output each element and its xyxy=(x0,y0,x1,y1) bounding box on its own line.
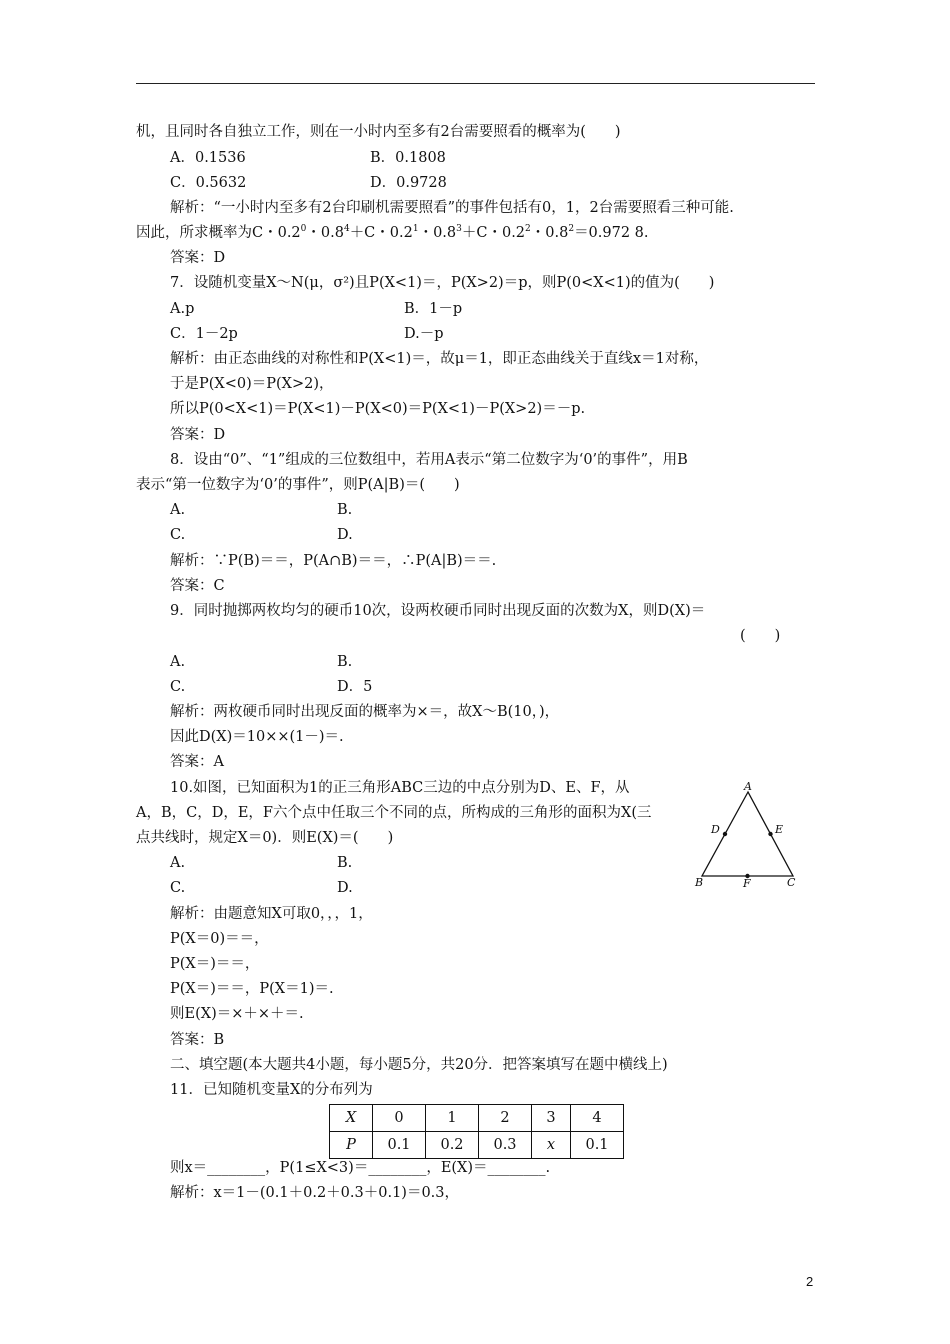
question-10: 10.如图，已知面积为1的正三角形ABC三边的中点分别为D、E、F，从 xyxy=(170,780,630,796)
text-line: 机，且同时各自独立工作，则在一小时内至多有2台需要照看的概率为( ) xyxy=(136,124,621,140)
label-e: E xyxy=(775,823,784,836)
answer-line: 答案：B xyxy=(170,1032,225,1048)
question-10-cont: 点共线时，规定X＝0)．则E(X)＝( ) xyxy=(136,830,394,846)
answer-line: 答案：A xyxy=(170,754,224,770)
table-cell: 1 xyxy=(426,1105,479,1132)
table-row xyxy=(330,1105,624,1132)
option-c: C．1－2p xyxy=(170,326,238,342)
label-d: D xyxy=(711,823,720,836)
label-a: A xyxy=(744,780,752,793)
solution-line: 解析：∵P(B)＝＝，P(A∩B)＝＝，∴P(A|B)＝＝. xyxy=(170,553,497,569)
table-cell: 0 xyxy=(373,1105,426,1132)
question-8-cont: 表示“第一位数字为‘0’的事件”，则P(A|B)＝( ) xyxy=(136,477,460,493)
distribution-table xyxy=(329,1104,624,1159)
solution-line: 所以P(0<X<1)＝P(X<1)－P(X<0)＝P(X<1)－P(X>2)＝－p. xyxy=(170,401,586,417)
label-c: C xyxy=(787,876,796,889)
table-cell: 0.1 xyxy=(571,1132,624,1159)
option-d: D.－p xyxy=(404,326,444,342)
table-cell: X xyxy=(330,1105,373,1132)
solution-line: 解析：两枚硬币同时出现反面的概率为×＝，故X～B(10，)， xyxy=(170,704,560,720)
answer-line: 答案：D xyxy=(170,427,226,443)
solution-line: 解析：由正态曲线的对称性和P(X<1)＝，故μ＝1，即正态曲线关于直线x＝1对称， xyxy=(170,351,709,367)
option-c: C. xyxy=(170,527,186,543)
option-a: A.p xyxy=(170,301,195,317)
solution-line: P(X＝)＝＝，P(X＝1)＝. xyxy=(170,981,334,997)
option-c: C．0.5632 xyxy=(170,175,247,191)
solution-line: P(X＝)＝＝， xyxy=(170,956,260,972)
answer-line: 答案：C xyxy=(170,578,225,594)
table-cell: 2 xyxy=(479,1105,532,1132)
option-b: B．1－p xyxy=(404,301,463,317)
section-heading: 二、填空题(本大题共4小题，每小题5分，共20分．把答案填写在题中横线上) xyxy=(170,1057,668,1073)
option-a: A. xyxy=(170,654,186,670)
option-c: C. xyxy=(170,880,186,896)
table-cell: 0.1 xyxy=(373,1132,426,1159)
option-c: C. xyxy=(170,679,186,695)
option-b: B. xyxy=(337,654,353,670)
option-b: B. xyxy=(337,502,353,518)
page-number: 2 xyxy=(806,1274,814,1289)
option-d: D．5 xyxy=(337,679,373,695)
table-cell: 0.3 xyxy=(479,1132,532,1159)
table-cell: P xyxy=(330,1132,373,1159)
solution-line: P(X＝0)＝＝， xyxy=(170,931,269,947)
solution-line: 则E(X)＝×＋×＋＝. xyxy=(170,1006,304,1022)
label-f: F xyxy=(743,877,751,890)
question-7: 7．设随机变量X～N(μ，σ²)且P(X<1)＝，P(X>2)＝p，则P(0<X<1)的值为( ) xyxy=(170,275,715,291)
answer-blank: ( ) xyxy=(740,628,781,644)
option-a: A. xyxy=(170,502,186,518)
solution-line: 解析：由题意知X可取0，，，1， xyxy=(170,906,373,922)
option-a: A. xyxy=(170,855,186,871)
fill-in-line: 则x＝________，P(1≤X<3)＝________，E(X)＝________. xyxy=(170,1160,551,1176)
question-10-cont: A，B，C，D，E，F六个点中任取三个不同的点，所构成的三角形的面积为X(三 xyxy=(136,805,652,821)
option-a: A．0.1536 xyxy=(170,150,246,166)
label-b: B xyxy=(695,876,704,889)
option-d: D. xyxy=(337,527,353,543)
question-11: 11．已知随机变量X的分布列为 xyxy=(170,1082,373,1098)
option-d: D．0.9728 xyxy=(370,175,447,191)
point-e xyxy=(768,832,772,836)
triangle-figure xyxy=(690,780,805,895)
table-cell: 0.2 xyxy=(426,1132,479,1159)
answer-line: 答案：D xyxy=(170,250,226,266)
table-row xyxy=(330,1132,624,1159)
question-8: 8．设由“0”、“1”组成的三位数组中，若用A表示“第二位数字为‘0’的事件”，用B xyxy=(170,452,688,468)
solution-line: 因此D(X)＝10××(1－)＝. xyxy=(170,729,344,745)
table-cell: x xyxy=(532,1132,571,1159)
solution-line: 于是P(X<0)＝P(X>2)， xyxy=(170,376,334,392)
header-rule xyxy=(136,83,815,84)
question-9: 9．同时抛掷两枚均匀的硬币10次，设两枚硬币同时出现反面的次数为X，则D(X)＝ xyxy=(170,603,706,619)
option-d: D. xyxy=(337,880,353,896)
solution-line: 解析：“一小时内至多有2台印刷机需要照看”的事件包括有0，1，2台需要照看三种可能. xyxy=(170,200,734,216)
option-b: B．0.1808 xyxy=(370,150,446,166)
point-d xyxy=(723,832,727,836)
solution-line: 解析：x＝1－(0.1＋0.2＋0.3＋0.1)＝0.3， xyxy=(170,1185,460,1201)
option-b: B. xyxy=(337,855,353,871)
table-cell: 3 xyxy=(532,1105,571,1132)
table-cell: 4 xyxy=(571,1105,624,1132)
solution-formula: 因此，所求概率为C・$0.2^0$・$0.8^4+C$・$0.2^1$・$0.8^3+C$・$0.2^2$・$0.8^2=0.972$ 8. xyxy=(136,224,649,241)
